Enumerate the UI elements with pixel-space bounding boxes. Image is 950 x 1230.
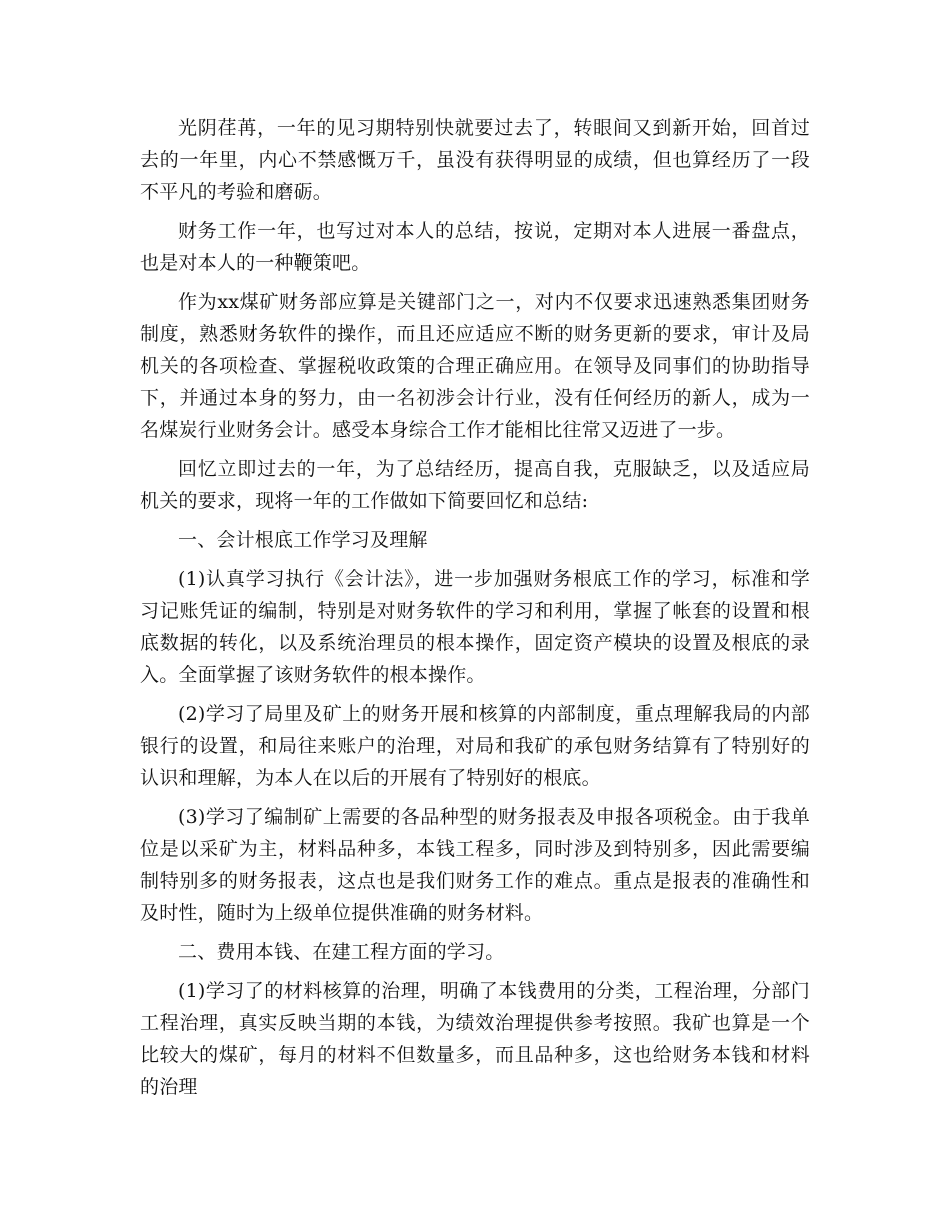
- document-body: [140, 112, 810, 1110]
- paragraph-summary-intro: 回忆立即过去的一年，为了总结经历，提高自我，克服缺乏，以及适应局机关的要求，现将一年的工作做如下简要回忆和总结:: [140, 458, 810, 512]
- paragraph-self-review: 财务工作一年，也写过对本人的总结，按说，定期对本人进展一番盘点，也是对本人的一种鞭策吧。: [140, 220, 810, 274]
- paragraph-item-3: (3)学习了编制矿上需要的各品种型的财务报表及申报各项税金。由于我单位是以采矿为主，材料品种多，本钱工程多，同时涉及到特别多，因此需要编制特别多的财务报表，这点也是我们财务工作的难点。重点是报表的准确性和及时性，随时为上级单位提供准确的财务材料。: [140, 806, 810, 924]
- paragraph-department: 作为xx煤矿财务部应算是关键部门之一，对内不仅要求迅速熟悉集团财务制度，熟悉财务软件的操作，而且还应适应不断的财务更新的要求，审计及局机关的各项检查、掌握税收政策的合理正确应用。在领导及同事们的协助指导下，并通过本身的努力，由一名初涉会计行业，没有任何经历的新人，成为一名煤炭行业财务会计。感受本身综合工作才能相比往常又迈进了一步。: [140, 291, 810, 441]
- paragraph-item-2: (2)学习了局里及矿上的财务开展和核算的内部制度，重点理解我局的内部银行的设置，和局往来账户的治理，对局和我矿的承包财务结算有了特别好的认识和理解，为本人在以后的开展有了特别好的根底。: [140, 703, 810, 789]
- section-heading-cost-projects: 二、费用本钱、在建工程方面的学习。: [178, 941, 505, 963]
- paragraph-item-1: (1)认真学习执行《会计法》，进一步加强财务根底工作的学习，标准和学习记账凭证的编制，特别是对财务软件的学习和利用，掌握了帐套的设置和根底数据的转化，以及系统治理员的根本操作，固定资产模块的设置及根底的录入。全面掌握了该财务软件的根本操作。: [140, 568, 810, 686]
- paragraph-intro: 光阴荏苒，一年的见习期特别快就要过去了，转眼间又到新开始，回首过去的一年里，内心不禁感慨万千，虽没有获得明显的成绩，但也算经历了一段不平凡的考验和磨砺。: [140, 117, 810, 203]
- section-heading-accounting-basics: 一、会计根底工作学习及理解: [178, 529, 428, 551]
- paragraph-cost-item-1: (1)学习了的材料核算的治理，明确了本钱费用的分类，工程治理，分部门工程治理，真实反映当期的本钱，为绩效治理提供参考按照。我矿也算是一个比较大的煤矿，每月的材料不但数量多，而且品种多，这也给财务本钱和材料的治理: [140, 980, 810, 1098]
